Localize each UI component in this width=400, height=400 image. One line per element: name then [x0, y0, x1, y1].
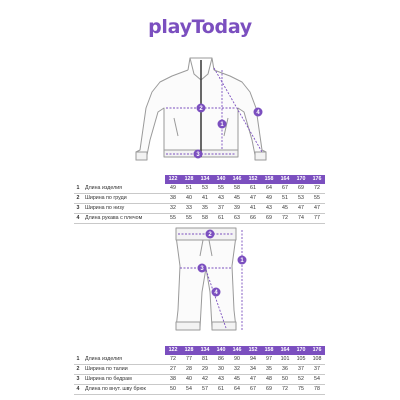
table-cell: 108 [309, 355, 325, 365]
table-cell: 32 [165, 204, 181, 214]
table-cell: 45 [229, 375, 245, 385]
size-header: 146 [229, 175, 245, 184]
table-cell: 27 [165, 365, 181, 375]
table-cell: 41 [197, 194, 213, 204]
pants-label-3: 3 [200, 266, 204, 272]
row-number: 1 [74, 184, 82, 194]
table-cell: 45 [277, 204, 293, 214]
row-number: 1 [74, 355, 82, 365]
table-cell: 37 [309, 365, 325, 375]
table-cell: 30 [213, 365, 229, 375]
jacket-label-1: 1 [220, 122, 224, 128]
row-label: Ширина по талии [82, 365, 165, 375]
pants-illustration [176, 228, 236, 330]
table-cell: 49 [165, 184, 181, 194]
size-header: 158 [261, 346, 277, 355]
table-cell: 72 [277, 385, 293, 395]
table-row [74, 355, 325, 365]
table-cell: 54 [309, 375, 325, 385]
table-cell: 53 [197, 184, 213, 194]
table-cell: 90 [229, 355, 245, 365]
table-cell: 55 [213, 184, 229, 194]
size-header: 128 [181, 346, 197, 355]
size-header: 164 [277, 175, 293, 184]
table-cell: 47 [245, 375, 261, 385]
size-header: 134 [197, 346, 213, 355]
table-cell: 58 [197, 214, 213, 224]
table-cell: 47 [245, 194, 261, 204]
table-row [74, 365, 325, 375]
row-label: Ширина по низу [82, 204, 165, 214]
row-number: 4 [74, 385, 82, 395]
row-number: 2 [74, 365, 82, 375]
size-header: 146 [229, 346, 245, 355]
size-header: 152 [245, 175, 261, 184]
size-header: 170 [293, 346, 309, 355]
table-cell: 67 [245, 385, 261, 395]
table-cell: 64 [229, 385, 245, 395]
table-cell: 48 [261, 375, 277, 385]
table-cell: 43 [213, 194, 229, 204]
row-label: Длина по внут. шву брюк [82, 385, 165, 395]
table-cell: 43 [213, 375, 229, 385]
table-row [74, 184, 325, 194]
table-cell: 61 [245, 184, 261, 194]
table-cell: 50 [277, 375, 293, 385]
row-label: Длина изделия [82, 184, 165, 194]
table-cell: 40 [181, 194, 197, 204]
table-cell: 55 [165, 214, 181, 224]
table-cell: 33 [181, 204, 197, 214]
table-cell: 75 [293, 385, 309, 395]
table-cell: 42 [197, 375, 213, 385]
table-row [74, 204, 325, 214]
table-cell: 78 [309, 385, 325, 395]
table-cell: 39 [229, 204, 245, 214]
table-cell: 35 [261, 365, 277, 375]
table-cell: 55 [309, 194, 325, 204]
table-header-row [74, 346, 325, 355]
table-cell: 35 [197, 204, 213, 214]
table-cell: 32 [229, 365, 245, 375]
table-cell: 67 [277, 184, 293, 194]
table-cell: 72 [165, 355, 181, 365]
table-row [74, 214, 325, 224]
table-cell: 105 [293, 355, 309, 365]
table-header-row [74, 175, 325, 184]
table-cell: 77 [309, 214, 325, 224]
size-header: 176 [309, 175, 325, 184]
table-cell: 81 [197, 355, 213, 365]
table-row [74, 194, 325, 204]
size-header: 128 [181, 175, 197, 184]
table-cell: 47 [309, 204, 325, 214]
size-header: 140 [213, 175, 229, 184]
table-cell: 49 [261, 194, 277, 204]
table-cell: 50 [165, 385, 181, 395]
size-header: 164 [277, 346, 293, 355]
table-cell: 86 [213, 355, 229, 365]
row-label: Длина изделия [82, 355, 165, 365]
table-cell: 97 [261, 355, 277, 365]
table-cell: 57 [197, 385, 213, 395]
table-cell: 58 [229, 184, 245, 194]
table-cell: 28 [181, 365, 197, 375]
table-cell: 29 [197, 365, 213, 375]
table-cell: 69 [261, 385, 277, 395]
table-cell: 55 [181, 214, 197, 224]
table-cell: 77 [181, 355, 197, 365]
row-label: Ширина по бедрам [82, 375, 165, 385]
pants-label-2: 2 [208, 232, 212, 238]
table-cell: 34 [245, 365, 261, 375]
jacket-label-4: 4 [256, 110, 260, 116]
table-cell: 43 [261, 204, 277, 214]
jacket-label-2: 2 [199, 106, 203, 112]
row-number: 4 [74, 214, 82, 224]
size-header: 176 [309, 346, 325, 355]
table-row [74, 385, 325, 395]
pants-label-4: 4 [214, 290, 218, 296]
table-cell: 38 [165, 194, 181, 204]
row-number: 3 [74, 375, 82, 385]
jacket-size-table [74, 175, 325, 224]
table-cell: 47 [293, 204, 309, 214]
table-cell: 36 [277, 365, 293, 375]
brand-logo: playToday [148, 16, 252, 38]
table-cell: 52 [293, 375, 309, 385]
row-label: Длина рукава с плечом [82, 214, 165, 224]
pants-size-table [74, 346, 325, 395]
table-cell: 54 [181, 385, 197, 395]
table-cell: 38 [165, 375, 181, 385]
table-cell: 69 [293, 184, 309, 194]
row-label: Ширина по груди [82, 194, 165, 204]
size-header: 170 [293, 175, 309, 184]
table-cell: 72 [309, 184, 325, 194]
table-cell: 66 [245, 214, 261, 224]
table-cell: 51 [181, 184, 197, 194]
table-cell: 37 [213, 204, 229, 214]
table-cell: 41 [245, 204, 261, 214]
table-cell: 53 [293, 194, 309, 204]
table-cell: 72 [277, 214, 293, 224]
size-header: 158 [261, 175, 277, 184]
table-cell: 101 [277, 355, 293, 365]
table-cell: 74 [293, 214, 309, 224]
row-number: 2 [74, 194, 82, 204]
table-cell: 61 [213, 214, 229, 224]
jacket-label-3: 3 [196, 152, 200, 158]
row-number: 3 [74, 204, 82, 214]
size-header: 122 [165, 346, 181, 355]
table-cell: 61 [213, 385, 229, 395]
table-cell: 40 [181, 375, 197, 385]
size-header: 140 [213, 346, 229, 355]
size-header: 152 [245, 346, 261, 355]
table-cell: 37 [293, 365, 309, 375]
table-row [74, 375, 325, 385]
size-header: 122 [165, 175, 181, 184]
size-header: 134 [197, 175, 213, 184]
table-cell: 51 [277, 194, 293, 204]
pants-label-1: 1 [240, 258, 244, 264]
table-cell: 94 [245, 355, 261, 365]
table-cell: 69 [261, 214, 277, 224]
table-cell: 45 [229, 194, 245, 204]
table-cell: 64 [261, 184, 277, 194]
table-cell: 63 [229, 214, 245, 224]
